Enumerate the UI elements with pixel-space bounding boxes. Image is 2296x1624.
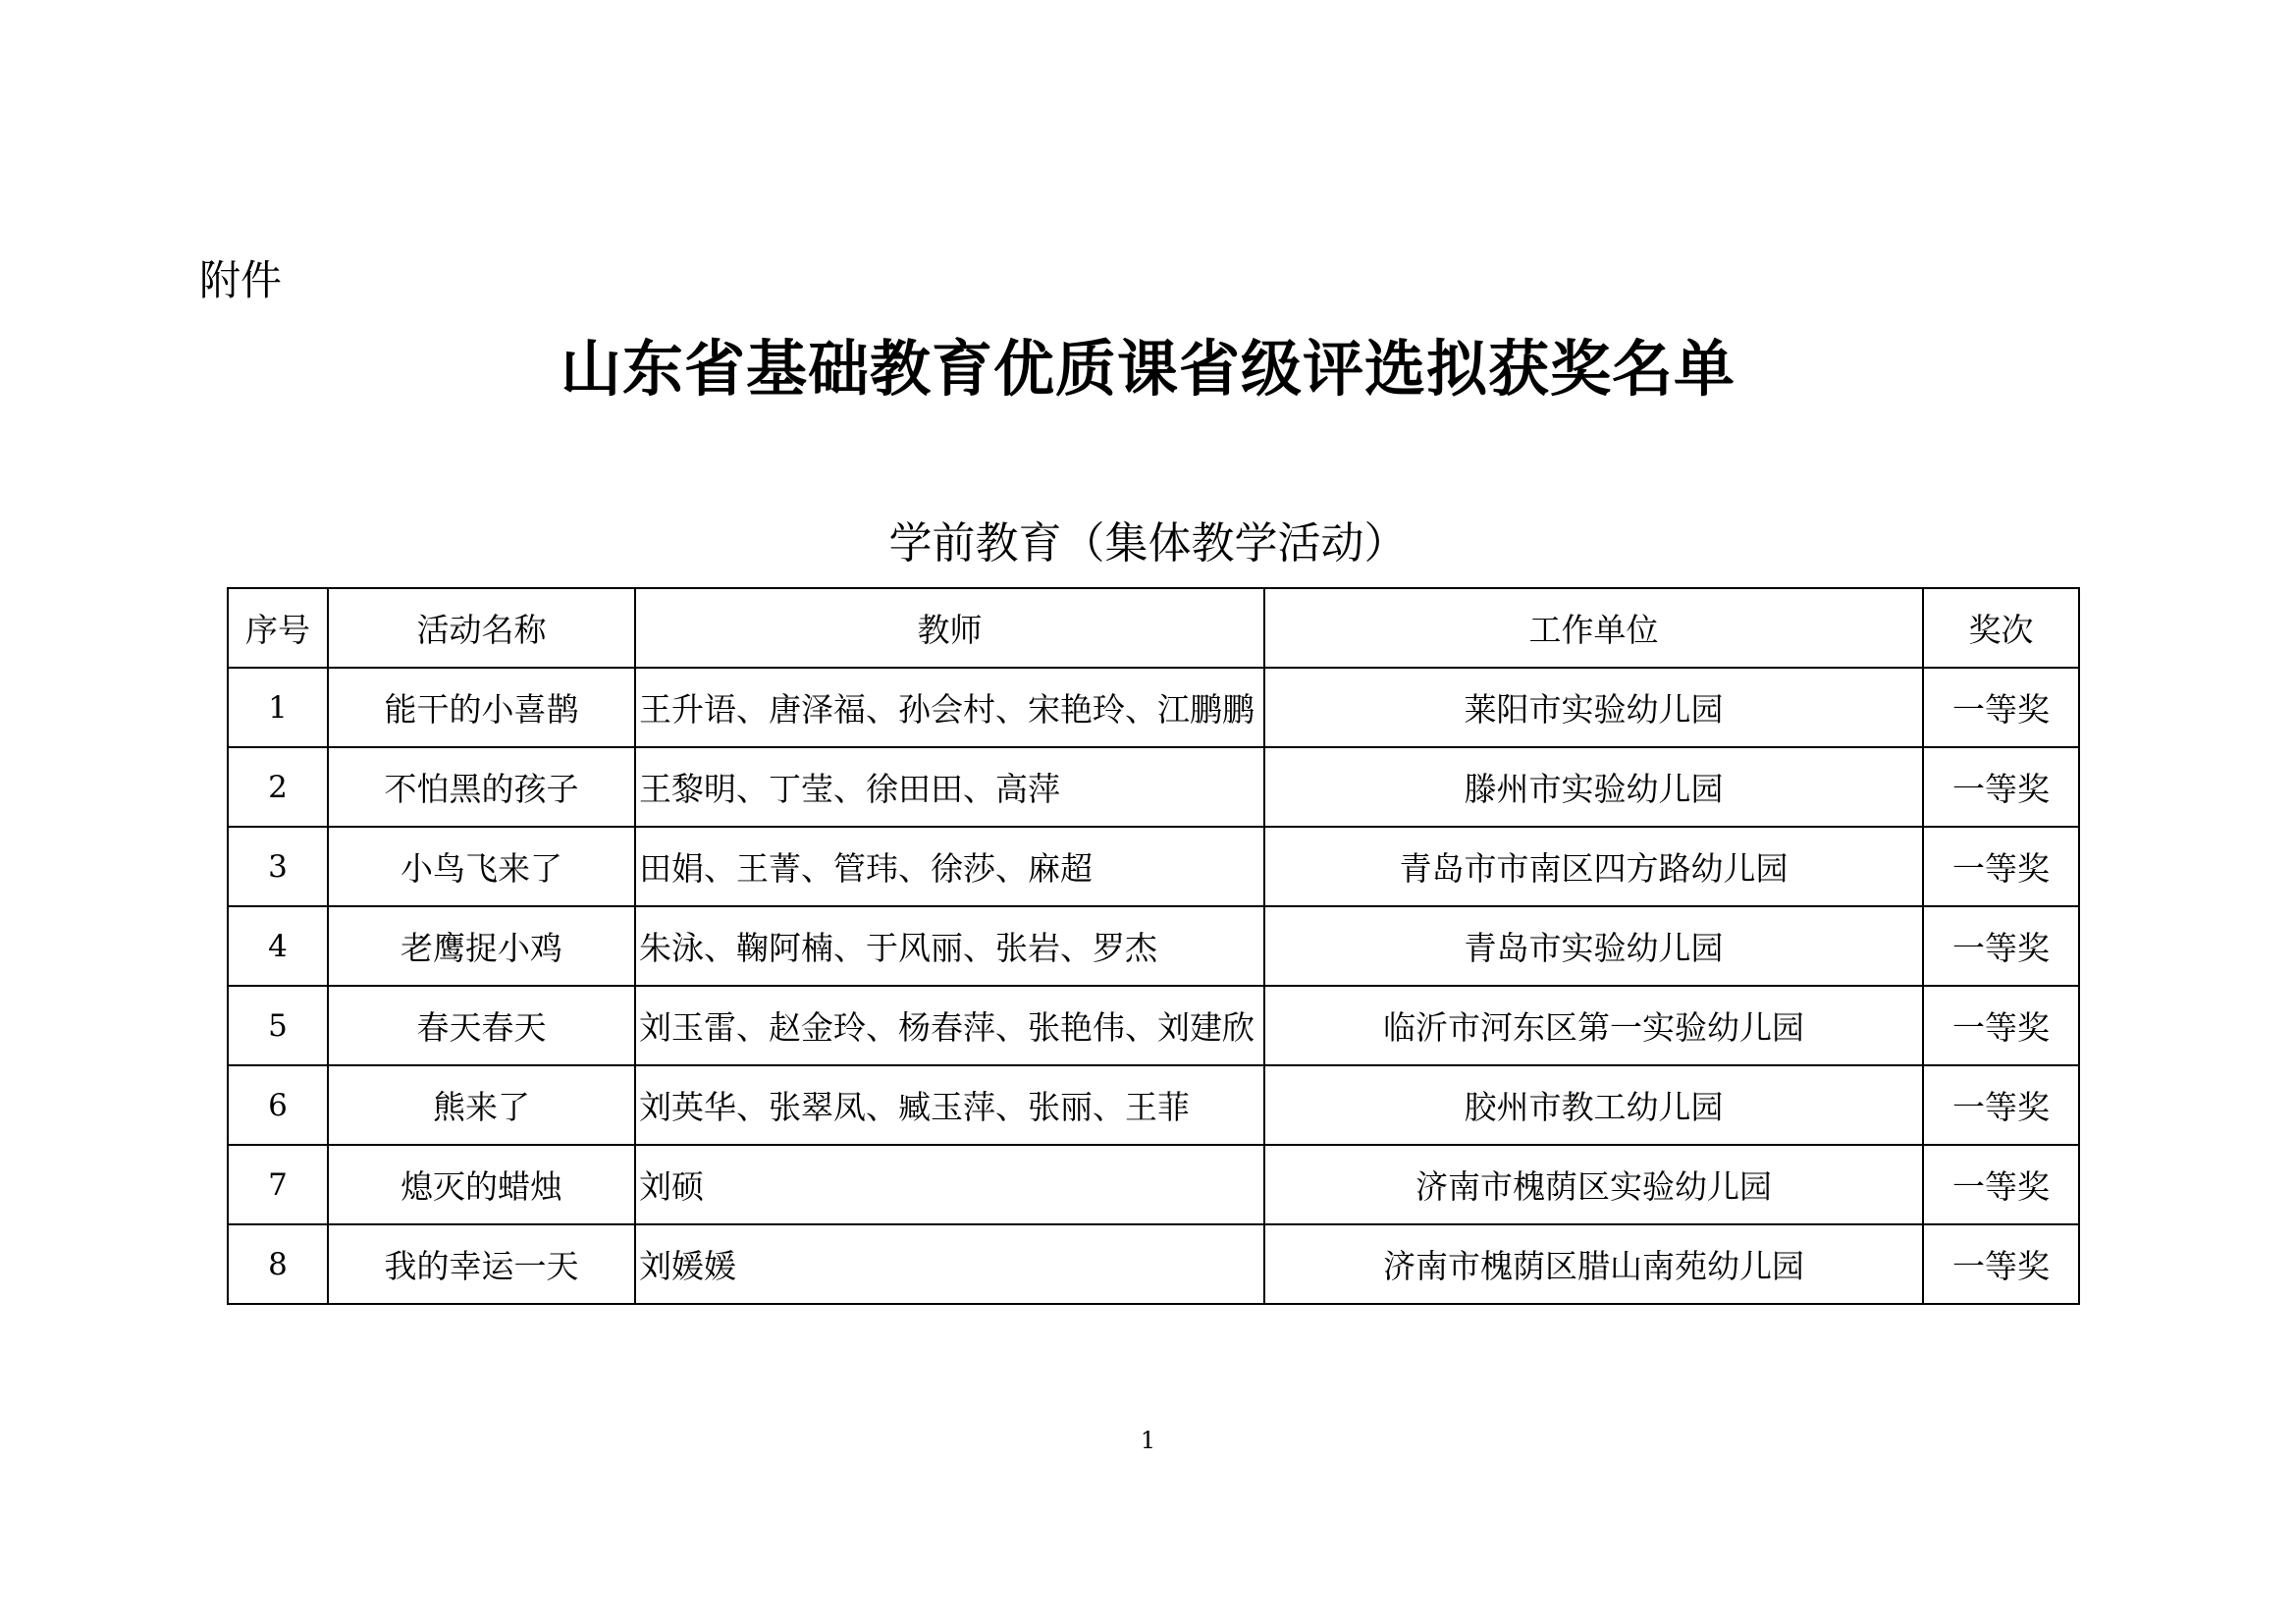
cell-no: 7 (228, 1145, 328, 1224)
cell-teachers: 王黎明、丁莹、徐田田、高萍 (635, 747, 1264, 827)
cell-award: 一等奖 (1923, 986, 2079, 1065)
cell-award: 一等奖 (1923, 827, 2079, 906)
cell-no: 8 (228, 1224, 328, 1304)
cell-unit: 青岛市实验幼儿园 (1264, 906, 1923, 986)
table-row (228, 986, 2079, 1065)
cell-unit: 青岛市市南区四方路幼儿园 (1264, 827, 1923, 906)
cell-award: 一等奖 (1923, 1065, 2079, 1145)
header-activity: 活动名称 (328, 588, 635, 668)
cell-no: 3 (228, 827, 328, 906)
cell-teachers: 刘硕 (635, 1145, 1264, 1224)
cell-award: 一等奖 (1923, 668, 2079, 747)
cell-unit: 胶州市教工幼儿园 (1264, 1065, 1923, 1145)
header-no: 序号 (228, 588, 328, 668)
cell-activity: 我的幸运一天 (328, 1224, 635, 1304)
cell-teachers: 刘媛媛 (635, 1224, 1264, 1304)
cell-no: 6 (228, 1065, 328, 1145)
cell-unit: 莱阳市实验幼儿园 (1264, 668, 1923, 747)
cell-activity: 老鹰捉小鸡 (328, 906, 635, 986)
award-table (227, 587, 2080, 1305)
cell-award: 一等奖 (1923, 747, 2079, 827)
section-title: 学前教育（集体教学活动） (888, 518, 1408, 568)
cell-activity: 能干的小喜鹊 (328, 668, 635, 747)
cell-activity: 熊来了 (328, 1065, 635, 1145)
cell-teachers: 刘英华、张翠凤、臧玉萍、张丽、王菲 (635, 1065, 1264, 1145)
table-row (228, 747, 2079, 827)
header-unit: 工作单位 (1264, 588, 1923, 668)
cell-teachers: 朱泳、鞠阿楠、于风丽、张岩、罗杰 (635, 906, 1264, 986)
cell-award: 一等奖 (1923, 906, 2079, 986)
cell-activity: 熄灭的蜡烛 (328, 1145, 635, 1224)
table-row (228, 668, 2079, 747)
table-header-row (228, 588, 2079, 668)
cell-award: 一等奖 (1923, 1145, 2079, 1224)
document-title: 山东省基础教育优质课省级评选拟获奖名单 (560, 333, 1735, 405)
cell-unit: 济南市槐荫区实验幼儿园 (1264, 1145, 1923, 1224)
table-row (228, 906, 2079, 986)
cell-no: 1 (228, 668, 328, 747)
attachment-label: 附件 (199, 256, 283, 304)
cell-unit: 滕州市实验幼儿园 (1264, 747, 1923, 827)
cell-no: 5 (228, 986, 328, 1065)
cell-teachers: 田娟、王菁、管玮、徐莎、麻超 (635, 827, 1264, 906)
cell-no: 2 (228, 747, 328, 827)
cell-activity: 小鸟飞来了 (328, 827, 635, 906)
table-row (228, 1145, 2079, 1224)
table-row (228, 1065, 2079, 1145)
cell-activity: 不怕黑的孩子 (328, 747, 635, 827)
header-award: 奖次 (1923, 588, 2079, 668)
cell-teachers: 王升语、唐泽福、孙会村、宋艳玲、江鹏鹏 (635, 668, 1264, 747)
table-row (228, 827, 2079, 906)
cell-no: 4 (228, 906, 328, 986)
cell-teachers: 刘玉雷、赵金玲、杨春萍、张艳伟、刘建欣 (635, 986, 1264, 1065)
cell-unit: 临沂市河东区第一实验幼儿园 (1264, 986, 1923, 1065)
cell-award: 一等奖 (1923, 1224, 2079, 1304)
header-teachers: 教师 (635, 588, 1264, 668)
page-number: 1 (1140, 1427, 1156, 1454)
cell-activity: 春天春天 (328, 986, 635, 1065)
cell-unit: 济南市槐荫区腊山南苑幼儿园 (1264, 1224, 1923, 1304)
table-row (228, 1224, 2079, 1304)
